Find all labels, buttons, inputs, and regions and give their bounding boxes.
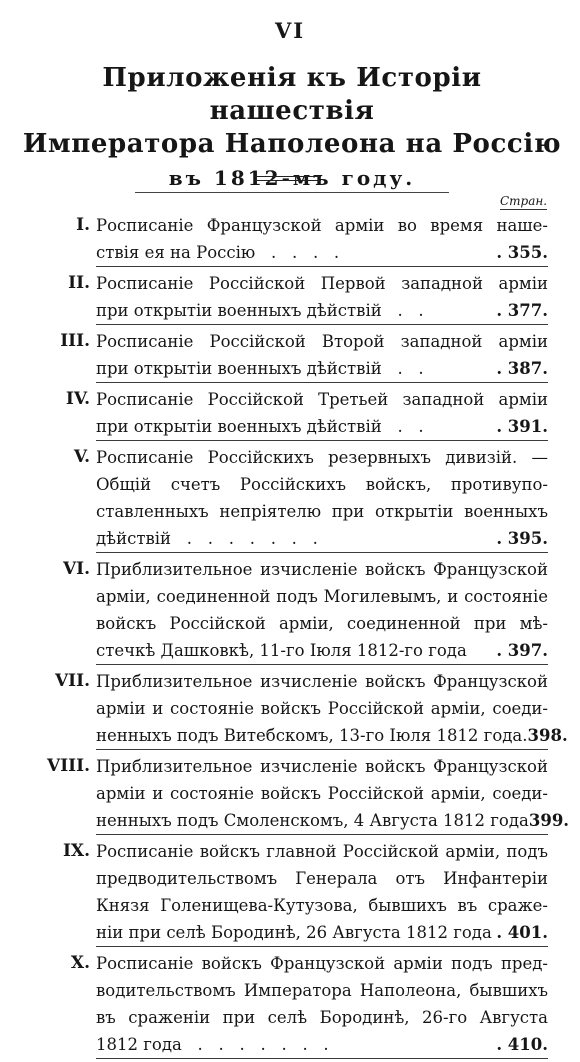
toc-entry-line: Князя Голенищева-Кутузова, бывшихъ въ сраже- [96, 896, 548, 915]
toc-entry-line: Приблизительное изчисленіе войскъ Французской [96, 757, 548, 776]
toc-entry-number: VIII. [47, 756, 90, 776]
toc-entry-line: стечкѣ Дашковкѣ, 11-го Іюля 1812-го года [96, 641, 467, 660]
toc-entry [0, 950, 580, 1059]
toc-entry-line: ніи при селѣ Бородинѣ, 26 Августа 1812 года [96, 923, 492, 942]
toc-entry-line: Приблизительное изчисленіе войскъ Французской [96, 672, 548, 691]
toc-entry-text [96, 668, 568, 750]
toc-entry-line: войскъ Россійской арміи, соединенной при мѣ- [96, 614, 548, 633]
toc-entry-line: при открытіи военныхъ дѣйствій . . [96, 417, 424, 436]
toc-entry-line: Приблизительное изчисленіе войскъ Французской [96, 560, 548, 579]
toc-entry-number: II. [68, 273, 90, 293]
toc-entry-number: VII. [54, 671, 90, 691]
toc-entry-line: при открытіи военныхъ дѣйствій . . [96, 359, 424, 378]
toc-entry [0, 328, 580, 383]
toc-entry-line: арміи и состояніе войскъ Россійской арміи, соеди- [96, 784, 548, 803]
toc-entry-text [96, 950, 548, 1059]
toc-page-number: . 395. [496, 529, 548, 548]
toc-entry-text [96, 328, 548, 383]
toc-entry-line: дѣйствій . . . . . . . [96, 529, 318, 548]
toc-entry-last-line [96, 525, 548, 553]
toc-entry-text [96, 556, 548, 665]
toc-entry [0, 386, 580, 441]
table-of-contents [0, 212, 580, 1062]
page-number: VI [274, 18, 306, 43]
toc-entry-line: предводительствомъ Генерала отъ Инфантеріи [96, 869, 548, 888]
toc-entry [0, 753, 580, 835]
toc-entry-line: при открытіи военныхъ дѣйствій . . [96, 301, 424, 320]
toc-entry-line: водительствомъ Императора Наполеона, бывшихъ [96, 981, 548, 1000]
toc-entry-line: Росписаніе Россійской Третьей западной арміи [96, 390, 548, 409]
toc-entry-last-line [96, 722, 568, 750]
toc-entry-line: Росписаніе Россійскихъ резервныхъ дивизій. — [96, 448, 548, 467]
toc-entry-last-line [96, 1031, 548, 1059]
toc-entry-line: арміи, соединенной подъ Могилевымъ, и состояніе [96, 587, 548, 606]
toc-entry [0, 444, 580, 553]
toc-entry-line: ненныхъ подъ Витебскомъ, 13-го Іюля 1812 года. [96, 726, 528, 745]
toc-entry-number: IV. [65, 389, 90, 409]
toc-page-number: . 410. [496, 1035, 548, 1054]
toc-entry-line: ставленныхъ непріятелю при открытіи военныхъ [96, 502, 548, 521]
toc-entry-line: Росписаніе Россійской Первой западной арміи [96, 274, 548, 293]
toc-entry-last-line [96, 297, 548, 325]
toc-page-number: . 397. [496, 641, 548, 660]
toc-entry-number: IX. [62, 841, 90, 861]
title-divider [255, 176, 321, 181]
toc-entry-number: III. [60, 331, 90, 351]
toc-entry-line: Общій счетъ Россійскихъ войскъ, противупо- [96, 475, 548, 494]
toc-entry-last-line [96, 413, 548, 441]
toc-page-number: . 355. [496, 243, 548, 262]
toc-entry-text [96, 212, 548, 267]
toc-entry-line: Росписаніе войскъ главной Россійской арміи, подъ [96, 842, 548, 861]
toc-entry-text [96, 753, 570, 835]
toc-page-number: 399. [528, 811, 570, 830]
toc-entry-line: арміи и состояніе войскъ Россійской арміи, соеди- [96, 699, 548, 718]
toc-entry-line: въ сраженіи при селѣ Бородинѣ, 26-го Августа [96, 1008, 548, 1027]
toc-entry-last-line [96, 807, 570, 835]
toc-entry [0, 270, 580, 325]
toc-entry-line: Росписаніе Россійской Второй западной арміи [96, 332, 548, 351]
toc-entry-text [96, 838, 548, 947]
toc-entry-text [96, 270, 548, 325]
toc-entry-last-line [96, 239, 548, 267]
toc-page-number: . 401. [496, 923, 548, 942]
toc-entry-line: ненныхъ подъ Смоленскомъ, 4 Августа 1812 года [96, 811, 529, 830]
toc-entry [0, 212, 580, 267]
toc-entry [0, 838, 580, 947]
toc-entry-text [96, 444, 548, 553]
toc-page-number: 398. [527, 726, 568, 745]
toc-page-number: . 387. [496, 359, 548, 378]
toc-entry-number: V. [73, 447, 90, 467]
toc-entry-line: Росписаніе войскъ Французской арміи подъ пред- [96, 954, 548, 973]
toc-entry-last-line [96, 355, 548, 383]
toc-entry-last-line [96, 637, 548, 665]
toc-page-number: . 391. [496, 417, 548, 436]
title-line-3: въ 1812-мъ году. [135, 166, 450, 193]
title-line-1: Приложенія къ Исторіи нашествія [102, 63, 482, 126]
title-line-2: Императора Наполеона на Россію [22, 129, 562, 159]
toc-page-number: . 377. [496, 301, 548, 320]
toc-entry-number: I. [76, 215, 90, 235]
toc-entry [0, 668, 580, 750]
toc-entry-line: 1812 года . . . . . . . [96, 1035, 329, 1054]
toc-entry-line: ствія ея на Россію . . . . [96, 243, 340, 262]
toc-entry-line: Росписаніе Французской арміи во время наше- [96, 216, 548, 235]
toc-entry-last-line [96, 919, 548, 947]
pages-column-label: Стран. [500, 194, 548, 208]
toc-entry-number: X. [70, 953, 90, 973]
toc-entry-number: VI. [62, 559, 90, 579]
toc-entry [0, 556, 580, 665]
toc-entry-text [96, 386, 548, 441]
